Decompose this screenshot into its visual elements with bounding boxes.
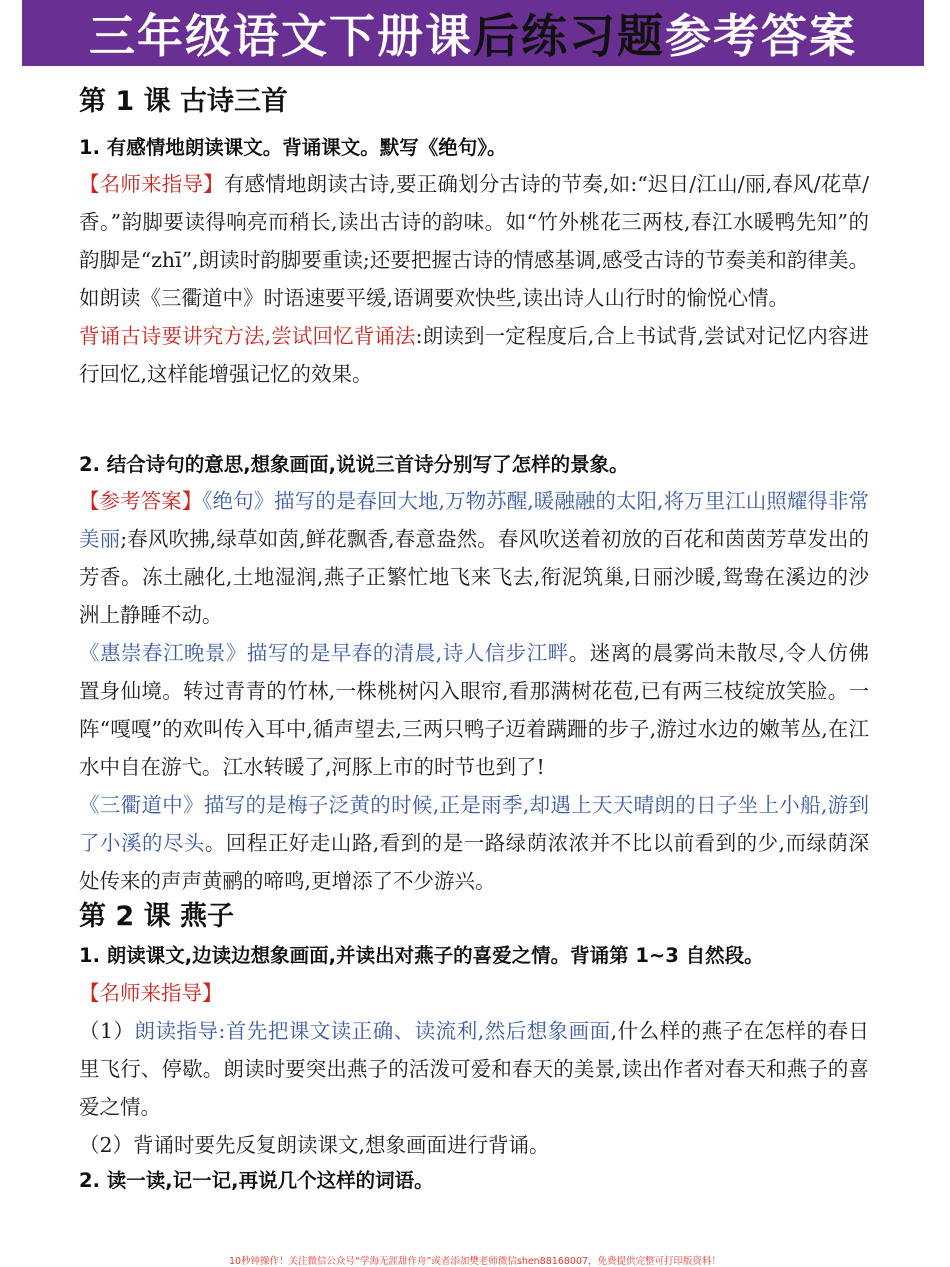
footer-notice: 10秒钟操作！关注微信公众号“学海无涯甜作舟”或者添加樊老师微信shen88168007，免费提供完整可打印版资料！ — [228, 1256, 722, 1267]
lesson2-q1-item1 — [79, 1012, 869, 1126]
document-body — [79, 80, 869, 1198]
item-number: （1） — [79, 1019, 135, 1043]
answer-highlight: 《三衢道中》描写的是梅子泛黄的时候,正是雨季,却遇上天天晴朗的日子坐上小船,游到了小溪的尽头 — [79, 793, 869, 855]
lesson2-q1-item2: （2）背诵时要先反复朗读课文,想象画面进行背诵。 — [79, 1133, 550, 1157]
spacer — [79, 393, 869, 448]
lesson1-question2: 2. 结合诗句的意思,想象画面,说说三首诗分别写了怎样的景象。 — [79, 453, 629, 476]
teacher-guide-tag: 【名师来指导】 — [79, 981, 223, 1005]
answer-highlight: 《惠崇春江晚景》描写的是早春的清晨,诗人信步江畔 — [79, 641, 569, 665]
method-text: :朗读到一定程度后,合上书试背,尝试对记忆内容进行回忆,这样能增强记忆的效果。 — [79, 324, 869, 386]
teacher-guide-tag: 【名师来指导】 — [79, 172, 224, 196]
lesson1-title: 第 1 课 古诗三首 — [79, 86, 288, 117]
lesson1-q2-answer-sanqu — [79, 786, 869, 900]
method-highlight: 背诵古诗要讲究方法,尝试回忆背诵法 — [79, 324, 416, 348]
answer-text: 。迷离的晨雾尚未散尽,令人仿佛置身仙境。转过青青的竹林,一株桃树闪入眼帘,看那满树花苞,已有两三枝绽放笑脸。一阵“嘎嘎”的欢叫传入耳中,循声望去,三两只鸭子迈着蹒跚的步子,游过水边的嫩苇丛,在江水中自在游弋。江水转暖了,河豚上市的时节也到了! — [79, 641, 870, 779]
banner-title-part1: 三年级语文下册课 — [89, 9, 473, 63]
item-highlight: 朗读指导:首先把课文读正确、读流利,然后想象画面 — [134, 1019, 611, 1043]
item-text: ,什么样的燕子在怎样的春日里飞行、停歇。朗读时要突出燕子的活泼可爱和春天的美景,读出作者对春天和燕子的喜爱之情。 — [79, 1019, 870, 1119]
answer-text: ;春风吹拂,绿草如茵,鲜花飘香,春意盎然。春风吹送着初放的百花和茵茵芳草发出的芳香。冻土融化,土地湿润,燕子正繁忙地飞来飞去,衔泥筑巢,日丽沙暖,鸳鸯在溪边的沙洲上静睡不动。 — [79, 527, 869, 627]
answer-highlight: 《绝句》描写的是春回大地,万物苏醒,暖融融的太阳,将万里江山照耀得非常美丽 — [79, 489, 869, 551]
banner-title-part2: 后练习题 — [473, 9, 665, 63]
title-banner — [22, 0, 924, 66]
reference-answer-tag: 【参考答案】 — [79, 489, 203, 513]
lesson2-question2: 2. 读一读,记一记,再说几个这样的词语。 — [79, 1169, 434, 1192]
lesson1-q1-method — [79, 317, 869, 393]
lesson1-q2-answer-huichong — [79, 634, 869, 786]
banner-title-part3: 参考答案 — [665, 9, 857, 63]
lesson2-title: 第 2 课 燕子 — [79, 901, 234, 932]
lesson2-question1: 1. 朗读课文,边读边想象画面,并读出对燕子的喜爱之情。背诵第 1~3 自然段。 — [79, 944, 764, 967]
answer-text: 。回程正好走山路,看到的是一路绿荫浓浓并不比以前看到的少,而绿荫深处传来的声声黄鹂的啼鸣,更增添了不少游兴。 — [79, 831, 870, 893]
lesson1-q1-guidance — [79, 165, 869, 317]
lesson1-q2-answer-jueju — [79, 482, 869, 634]
guidance-text: 有感情地朗读古诗,要正确划分古诗的节奏,如:“迟日/江山/丽,春风/花草/香。”韵脚要读得响亮而稍长,读出古诗的韵味。如“竹外桃花三两枝,春江水暖鸭先知”的韵脚是“zhī”,朗读时韵脚要重读;还要把握古诗的情感基调,感受古诗的节奏美和韵律美。如朗读《三衢道中》时语速要平缓,语调要欢快些,读出诗人山行时的愉悦心情。 — [79, 172, 870, 310]
lesson1-question1: 1. 有感情地朗读课文。背诵课文。默写《绝句》。 — [79, 136, 507, 159]
